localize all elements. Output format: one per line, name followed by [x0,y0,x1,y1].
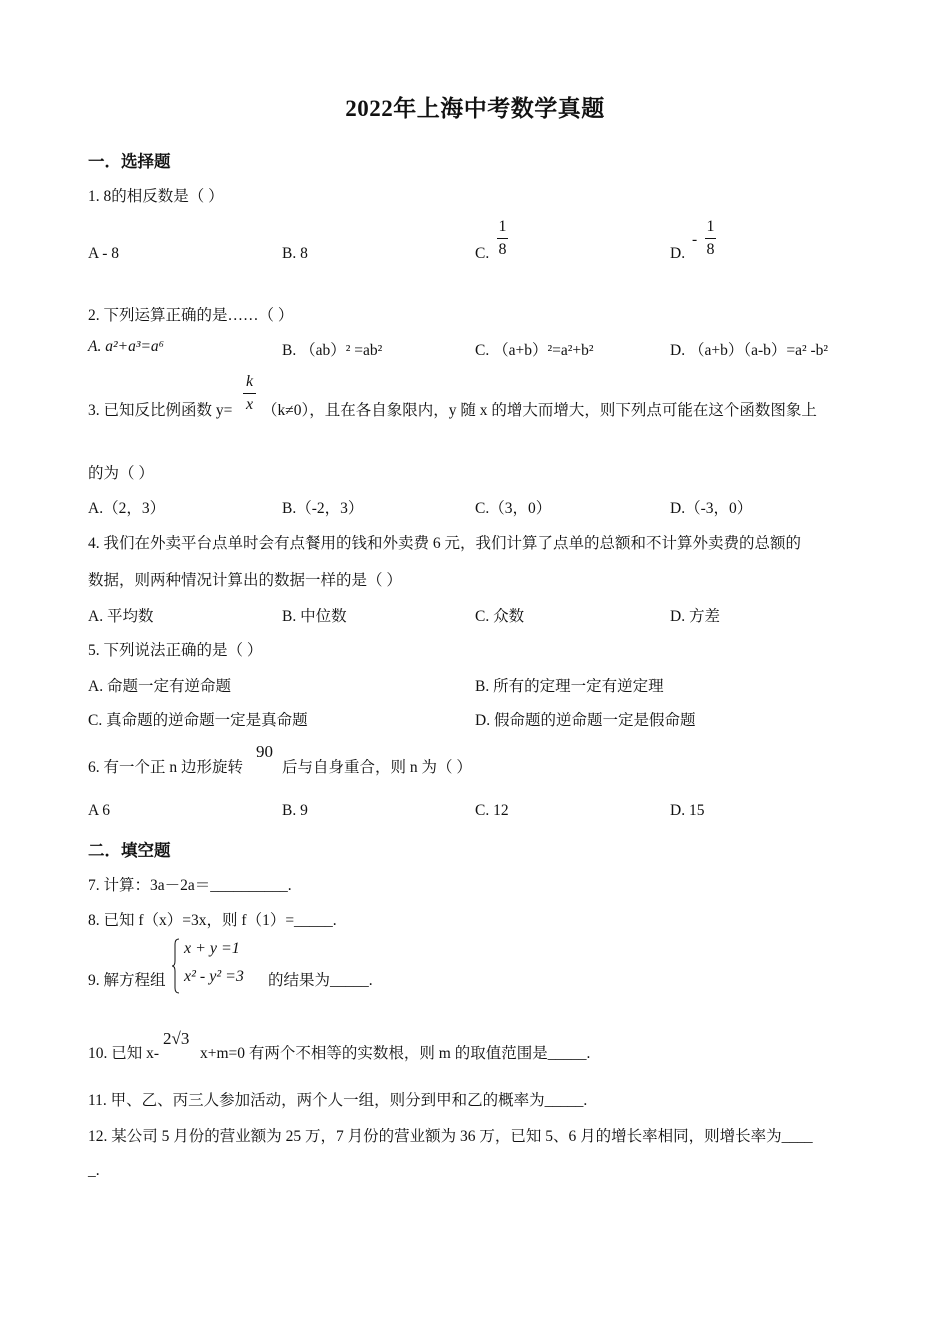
q3-option-b: B.（-2，3） [282,500,364,517]
q7-stem: 7. 计算：3a－2a＝__________. [88,877,292,894]
brace-icon [172,938,180,994]
q8-stem: 8. 已知 f（x）=3x，则 f（1）=_____. [88,912,337,929]
q6-option-a: A 6 [88,802,110,819]
q3-fraction-k-over-x [243,373,256,414]
q12-stem-line1: 12. 某公司 5 月份的营业额为 25 万，7 月份的营业额为 36 万，已知 5、6 月的增长率相同，则增长率为____ [88,1128,813,1145]
q4-stem-line2: 数据，则两种情况计算出的数据一样的是（ ） [88,572,402,589]
q5-option-a: A. 命题一定有逆命题 [88,678,231,695]
q1-option-d-fraction [705,218,716,259]
q6-option-d: D. 15 [670,802,705,819]
q10-stem-prefix: 10. 已知 x- [88,1045,160,1062]
q4-stem-line1: 4. 我们在外卖平台点单时会有点餐用的钱和外卖费 6 元，我们计算了点单的总额和不计算外卖费的总额的 [88,535,802,552]
q5-stem: 5. 下列说法正确的是（ ） [88,642,263,659]
q5-option-b: B. 所有的定理一定有逆定理 [475,678,664,695]
q3-stem-line2: 的为（ ） [88,465,154,482]
fraction-numerator: 1 [498,218,507,235]
q10-coefficient: 2√3 [163,1029,190,1048]
q1-option-c-fraction [497,218,508,259]
q6-option-b: B. 9 [282,802,308,819]
q3-stem-prefix: 3. 已知反比例函数 y= [88,402,233,419]
q9-equation-2: x² - y² =3 [184,968,244,985]
q4-option-a: A. 平均数 [88,608,154,625]
q1-option-c-label: C. [475,245,490,262]
q6-stem-prefix: 6. 有一个正 n 边形旋转 [88,759,244,776]
section-heading-choice: 一．选择题 [88,152,171,171]
q1-option-d-sign: - [692,231,698,248]
fraction-bar [705,238,716,239]
q3-option-a: A.（2，3） [88,500,166,517]
q10-stem-suffix: x+m=0 有两个不相等的实数根，则 m 的取值范围是_____. [200,1045,591,1062]
q4-option-c: C. 众数 [475,608,525,625]
q9-stem-prefix: 9. 解方程组 [88,972,166,989]
q9-equation-1: x + y =1 [184,940,240,957]
fraction-numerator: k [245,373,254,390]
q3-stem-suffix: （k≠0），且在各自象限内，y 随 x 的增大而增大，则下列点可能在这个函数图象上 [262,402,817,419]
q5-option-c: C. 真命题的逆命题一定是真命题 [88,712,308,729]
q4-option-d: D. 方差 [670,608,720,625]
q2-option-c: C. （a+b）²=a²+b² [475,342,594,359]
section-heading-fill: 二．填空题 [88,841,171,860]
fraction-bar [497,238,508,239]
q1-option-d-label: D. [670,245,686,262]
q1-stem: 1. 8的相反数是（ ） [88,188,224,205]
fraction-denominator: 8 [706,241,715,258]
fraction-numerator: 1 [706,218,715,235]
q2-option-d: D. （a+b）（a-b）=a² -b² [670,342,829,359]
q9-stem-suffix: 的结果为_____. [268,972,373,989]
q6-degree-value: 90 [256,742,273,761]
q6-option-c: C. 12 [475,802,509,819]
q6-stem-suffix: 后与自身重合，则 n 为（ ） [282,759,472,776]
q2-stem: 2. 下列运算正确的是……（ ） [88,307,294,324]
q2-option-a: A. a²+a³=a⁶ [88,338,165,355]
q5-option-d: D. 假命题的逆命题一定是假命题 [475,712,696,729]
fraction-bar [243,393,256,394]
fraction-denominator: x [245,396,254,413]
page-title: 2022年上海中考数学真题 [345,96,605,121]
q11-stem: 11. 甲、乙、丙三人参加活动，两个人一组，则分到甲和乙的概率为_____. [88,1092,588,1109]
q2-option-b: B. （ab）² =ab² [282,342,383,359]
q4-option-b: B. 中位数 [282,608,347,625]
q12-stem-line2: _. [88,1162,100,1179]
q3-option-c: C.（3，0） [475,500,552,517]
q1-option-b: B. 8 [282,245,308,262]
q3-option-d: D.（-3，0） [670,500,753,517]
fraction-denominator: 8 [498,241,507,258]
q9-equation-system [172,938,262,998]
q1-option-a: A - 8 [88,245,119,262]
